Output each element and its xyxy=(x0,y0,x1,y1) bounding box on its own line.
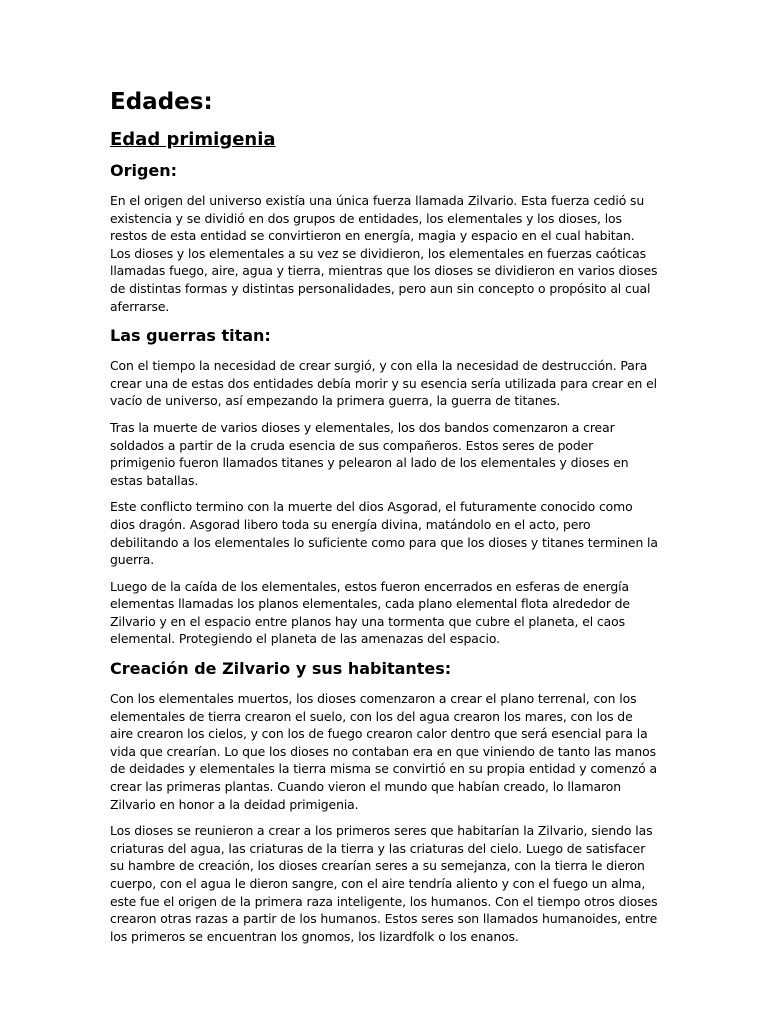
paragraph: Con el tiempo la necesidad de crear surgió, y con ella la necesidad de destrucción. Para crear una de estas dos entidades debía morir y su esencia sería utilizada para crear en el vacío de universo, así empezando la primera guerra, la guerra de titanes. xyxy=(110,358,657,409)
era-title: Edad primigenia xyxy=(110,129,276,150)
paragraph: Luego de la caída de los elementales, estos fueron encerrados en esferas de energía elementas llamadas los planos elementales, cada plano elemental flota alrededor de Zilvario y en el espacio entre planos hay una tormenta que cubre el planeta, el caos elemental. Protegiendo el planeta de las amenazas del espacio. xyxy=(110,578,630,647)
paragraph: Este conflicto termino con la muerte del dios Asgorad, el futuramente conocido como dios dragón. Asgorad libero toda su energía divina, matándolo en el acto, pero debilitando a los elementales lo suficiente como para que los dioses y titanes terminen la guerra. xyxy=(110,499,658,568)
section-guerras-titan xyxy=(110,325,658,648)
paragraph: En el origen del universo existía una única fuerza llamada Zilvario. Esta fuerza cedió su existencia y se dividió en dos grupos de entidades, los elementales y los dioses, los restos de esta entidad se convirtieron en energía, magia y espacio en el cual habitan. Los dioses y los elementales a su vez se dividieron, los elementales en fuerzas caóticas llamadas fuego, aire, agua y tierra, mientras que los dioses se dividieron en varios dioses de distintas formas y distintas personalidades, pero aun sin concepto o propósito al cual aferrarse. xyxy=(110,193,658,314)
document-title: Edades: xyxy=(110,89,213,115)
section-heading: Origen: xyxy=(110,161,178,180)
section-origen xyxy=(110,160,658,315)
section-heading: Las guerras titan: xyxy=(110,326,271,346)
section-creacion-zilvario xyxy=(110,658,658,945)
paragraph: Con los elementales muertos, los dioses comenzaron a crear el plano terrenal, con los elementales de tierra crearon el suelo, con los del agua crearon los mares, con los de aire crearon los cielos, y con los de fuego crearon calor dentro que será esencial para la vida que crearían. Lo que los dioses no contaban era en que viniendo de tanto las manos de deidades y elementales la tierra misma se convirtió en su propia entidad y comenzó a crear las primeras plantas. Cuando vieron el mundo que habían creado, lo llamaron Zilvario en honor a la deidad primigenia. xyxy=(110,691,657,812)
document-page xyxy=(110,88,658,955)
paragraph: Tras la muerte de varios dioses y elementales, los dos bandos comenzaron a crear soldados a partir de la cruda esencia de sus compañeros. Estos seres de poder primigenio fueron llamados titanes y pelearon al lado de los elementales y dioses en estas batallas. xyxy=(110,419,629,488)
paragraph: Los dioses se reunieron a crear a los primeros seres que habitarían la Zilvario, siendo las criaturas del agua, las criaturas de la tierra y las criaturas del cielo. Luego de satisfacer su hambre de creación, los dioses crearían seres a su semejanza, con la tierra le dieron cuerpo, con el agua le dieron sangre, con el aire tendría aliento y con el fuego un alma, este fue el origen de la primera raza inteligente, los humanos. Con el tiempo otros dioses crearon otras razas a partir de los humanos. Estos seres son llamados humanoides, entre los primeros se encuentran los gnomos, los lizardfolk o los enanos. xyxy=(110,823,658,944)
section-heading: Creación de Zilvario y sus habitantes: xyxy=(110,659,452,679)
